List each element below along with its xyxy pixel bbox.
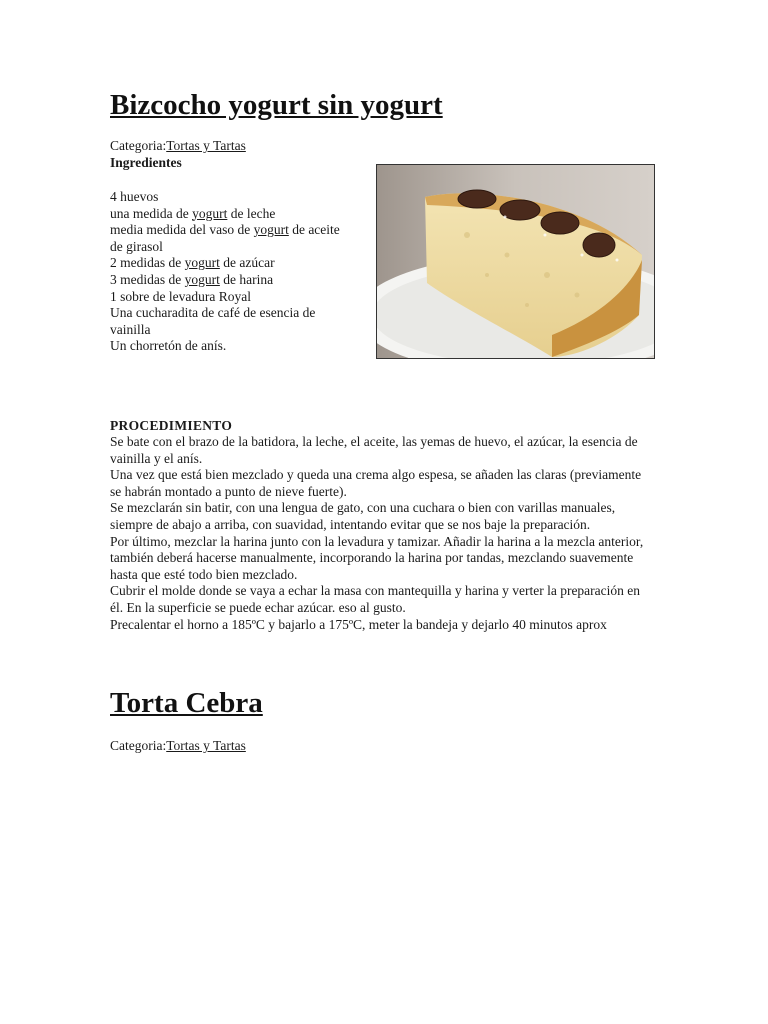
procedure-paragraph: Una vez que está bien mezclado y queda una crema algo espesa, se añaden las claras (previamente se habrán montado a punto de nieve fuerte). xyxy=(110,467,642,499)
category-line xyxy=(110,138,246,155)
cake-photo xyxy=(376,164,655,359)
procedure-text xyxy=(110,434,652,633)
ingredient-item xyxy=(110,189,355,206)
category-label-2: Categoria: xyxy=(110,738,167,753)
ingredient-item xyxy=(110,206,355,223)
ingredient-text: una medida de xyxy=(110,205,193,221)
ingredient-item xyxy=(110,272,355,289)
ingredient-text: 1 sobre de levadura Royal xyxy=(110,288,251,304)
ingredient-text: 2 medidas de xyxy=(110,255,185,271)
procedure-paragraph: Se bate con el brazo de la batidora, la leche, el aceite, las yemas de huevo, el azúcar, la esencia de vainilla y el anís. xyxy=(110,434,638,466)
procedure-paragraph: Cubrir el molde donde se vaya a echar la masa con mantequilla y harina y verter la preparación en él. En la superficie se puede echar azúcar. eso al gusto. xyxy=(110,583,641,615)
ingredients-list xyxy=(110,189,355,355)
recipe-title-2: Torta Cebra xyxy=(110,687,263,719)
procedure-paragraph: Se mezclarán sin batir, con una lengua de gato, con una cuchara o bien con varillas manuales, siempre de abajo a arriba, con suavidad, intentando evitar que se nos baje la preparación. xyxy=(110,500,616,532)
ingredient-text: 4 huevos xyxy=(110,189,159,204)
ingredient-item xyxy=(110,289,355,306)
category-label: Categoria: xyxy=(110,138,167,153)
category-link-2[interactable]: Tortas y Tartas xyxy=(166,738,246,753)
procedure-heading: PROCEDIMIENTO xyxy=(110,418,233,433)
ingredient-item xyxy=(110,305,355,338)
ingredient-item xyxy=(110,222,355,255)
ingredients-heading: Ingredientes xyxy=(110,155,182,170)
ingredient-text: de aceite de girasol xyxy=(110,222,340,254)
category-line-2 xyxy=(110,738,246,755)
ingredient-text: de azúcar xyxy=(219,255,275,271)
procedure-paragraph: Por último, mezclar la harina junto con la levadura y tamizar. Añadir la harina a la mezcla anterior, también deberá hacerse manualmente, incorporando la harina por tandas, mezclando suavemente hasta que esté todo bien mezclado. xyxy=(110,533,644,582)
ingredient-text: de harina xyxy=(219,271,274,287)
procedure-paragraph: Precalentar el horno a 185ºC y bajarlo a 175ºC, meter la bandeja y dejarlo 40 minutos aprox xyxy=(110,616,607,632)
ingredient-link[interactable]: yogurt xyxy=(253,222,289,238)
ingredient-text: de leche xyxy=(227,205,276,221)
ingredient-text: 3 medidas de xyxy=(110,271,185,287)
ingredient-text: media medida del vaso de xyxy=(110,222,254,238)
ingredient-item xyxy=(110,338,355,355)
ingredient-text: Un chorretón de anís. xyxy=(110,338,227,354)
recipe-title: Bizcocho yogurt sin yogurt xyxy=(110,89,443,121)
ingredient-link[interactable]: yogurt xyxy=(192,205,228,221)
ingredient-item xyxy=(110,255,355,272)
ingredient-link[interactable]: yogurt xyxy=(184,255,220,271)
category-link[interactable]: Tortas y Tartas xyxy=(166,138,246,153)
ingredient-text: Una cucharadita de café de esencia de vainilla xyxy=(110,305,316,337)
ingredient-link[interactable]: yogurt xyxy=(184,271,220,287)
